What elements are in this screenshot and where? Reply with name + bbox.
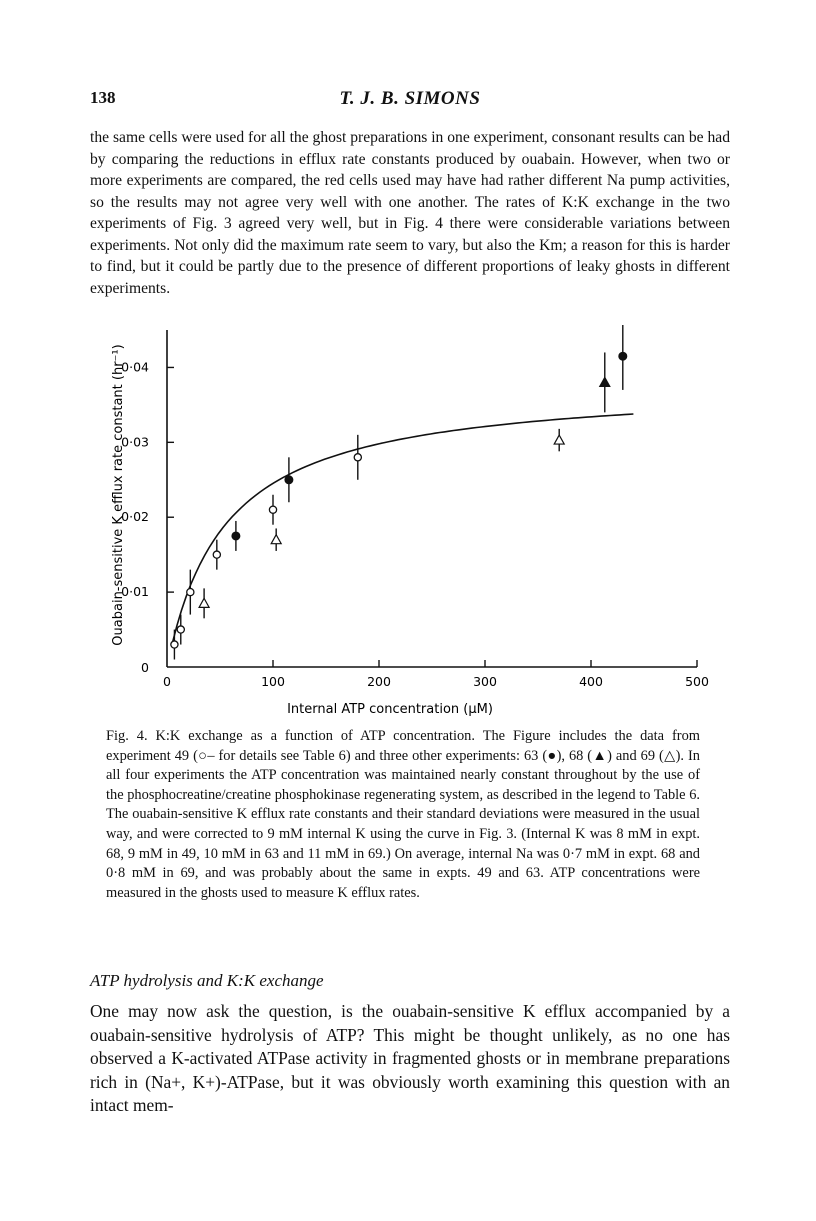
data-point [171,630,178,660]
data-point [271,528,281,550]
body-paragraph-2: One may now ask the question, is the ouabain-sensitive K efflux accompanied by a ouabain-sensitive hydrolysis of ATP? This might be thought unlikely, as no one has observed a K-activated ATPase activity in fragmented ghosts or in membrane preparations rich in (Na+, K+)-ATPase, but it was obviously worth examining this question with an intact mem- [90,1001,730,1116]
open-circle-marker [354,454,361,461]
k-efflux-chart [100,325,720,720]
open-circle-marker [171,641,178,648]
filled-circle-marker [619,352,627,360]
page-number: 138 [90,88,116,107]
page-header [90,88,730,118]
data-point [269,495,276,525]
figure-caption: Fig. 4. K:K exchange as a function of ATP concentration. The Figure includes the data from experiment 49 (○– for details see Table 6) and three other experiments: 63 (●), 68 (▲) and 69 (△). In all four experiments the ATP concentration was maintained nearly constant throughout by the use of the phosphocreatine/creatine phosphokinase regenerating system, as described in the legend to Table 6. The ouabain-sensitive K efflux rate constants and their standard deviations were measured in the usual way, and were corrected to 9 mM internal K using the curve in Fig. 3. (Internal K was 8 mM in expt. 68, 9 mM in 49, 10 mM in 63 and 11 mM in 69.) On average, internal Na was 0·7 mM in expt. 68 and 0·8 mM in 69, and was probably about the same in expts. 49 and 63. ATP concentrations were measured in the ghosts used to measure K efflux rates. [106,728,700,901]
y-tick-label: 0 [141,660,149,675]
open-triangle-marker [271,535,281,544]
fit-curve [172,414,633,643]
x-ticks [163,660,709,689]
data-point [199,588,209,618]
y-axis-label: Ouabain-sensitive K efflux rate constant (hr⁻¹) [111,344,126,646]
open-circle-marker [269,506,276,513]
y-tick-label: 0·04 [121,359,149,375]
x-tick-label: 100 [261,674,285,689]
data-point [554,429,564,451]
data-point [213,540,220,570]
data-point [600,352,610,412]
body-paragraph-1: the same cells were used for all the ghost preparations in one experiment, consonant results can be had by comparing the reductions in efflux rate constants produced by ouabain. However, when two or more experiments are compared, the red cells used may have had rather different Na pump activities, so the results may not agree very well with one another. The rates of K:K exchange in the two experiments of Fig. 3 agreed very well, but in Fig. 4 there were considerable variations between experiments. Not only did the maximum rate seem to vary, but also the Km; a reason for this is harder to find, but it could be partly due to the presence of different proportions of leaky ghosts in different experiments. [90,129,730,297]
section-heading: ATP hydrolysis and K:K exchange [90,971,324,990]
y-tick-label: 0·03 [121,434,149,450]
data-point [187,570,194,615]
data-points [171,325,627,660]
y-tick-label: 0·02 [121,509,149,525]
data-point [354,435,361,480]
data-point [232,521,240,551]
x-tick-label: 200 [367,674,391,689]
open-triangle-marker [554,435,564,444]
data-point [285,457,293,502]
data-point [619,325,627,390]
filled-triangle-marker [600,377,610,386]
open-circle-marker [177,626,184,633]
open-triangle-marker [199,598,209,607]
filled-circle-marker [285,476,293,484]
x-axis-label: Internal ATP concentration (μM) [287,702,493,717]
x-tick-label: 0 [163,674,171,689]
x-tick-label: 400 [579,674,603,689]
open-circle-marker [213,551,220,558]
open-circle-marker [187,589,194,596]
running-title: T. J. B. SIMONS [339,88,481,109]
figure-4 [100,325,720,720]
filled-circle-marker [232,532,240,540]
y-tick-label: 0·01 [121,584,149,600]
x-tick-label: 300 [473,674,497,689]
y-ticks [121,359,174,675]
x-tick-label: 500 [685,674,709,689]
